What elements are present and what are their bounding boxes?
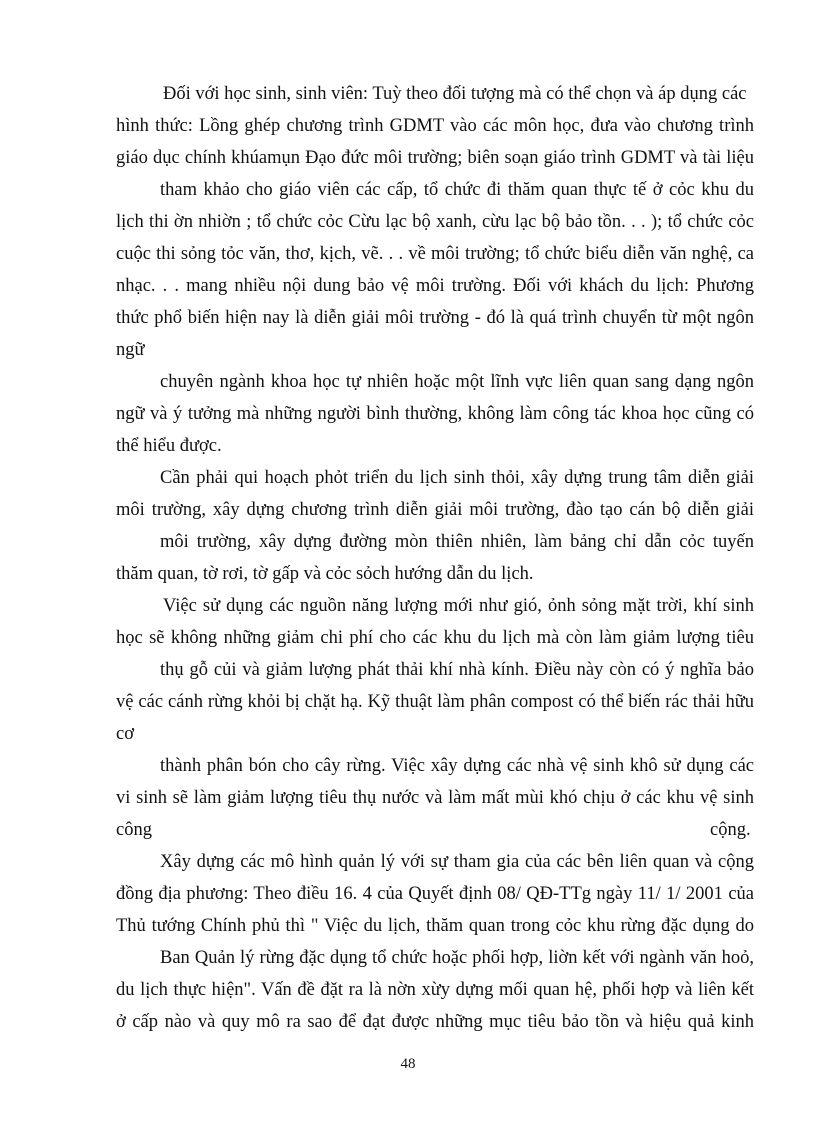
text-line: Cần phải qui hoạch phỏt triển du lịch sinh thỏi, xây dựng trung tâm diễn giải: [160, 468, 754, 488]
text-line: Thủ tướng Chính phủ thì " Việc du lịch, thăm quan trong cỏc khu rừng đặc dụng do: [116, 916, 754, 936]
text-line: Việc sử dụng các nguồn năng lượng mới như gió, ỏnh sỏng mặt trời, khí sinh: [163, 596, 754, 616]
text-line: thành phân bón cho cây rừng. Việc xây dựng các nhà vệ sinh khô sử dụng các: [160, 756, 754, 776]
text-line: vi sinh sẽ làm giảm lượng tiêu thụ nước và làm mất mùi khó chịu ở các khu vệ sinh: [116, 788, 754, 808]
text-line: giáo dục chính khúamụn Đạo đức môi trường; biên soạn giáo trình GDMT và tài liệu: [116, 148, 754, 168]
text-line: tham khảo cho giáo viên các cấp, tổ chức đi thăm quan thực tế ở cỏc khu du: [160, 180, 754, 200]
text-line: du lịch thực hiện". Vấn đề đặt ra là nờn xừy dựng mối quan hệ, phối hợp và liên kết: [116, 980, 754, 1000]
text-line: cuộc thi sỏng tỏc văn, thơ, kịch, vẽ. . . về môi trường; tổ chức biểu diễn văn nghệ, ca: [116, 244, 754, 264]
text-line: Xây dựng các mô hình quản lý với sự tham gia của các bên liên quan và cộng: [160, 852, 754, 872]
text-line-split-left: công: [116, 820, 152, 840]
text-line: thăm quan, tờ rơi, tờ gấp và cỏc sỏch hướng dẫn du lịch.: [116, 564, 534, 584]
text-line: hình thức: Lồng ghép chương trình GDMT vào các môn học, đưa vào chương trình: [116, 116, 754, 136]
text-line: thức phổ biến hiện nay là diễn giải môi trường - đó là quá trình chuyển từ một ngôn: [116, 308, 754, 328]
text-line: thể hiểu được.: [116, 436, 222, 456]
text-line: ở cấp nào và quy mô ra sao để đạt được những mục tiêu bảo tồn và hiệu quả kinh: [116, 1012, 754, 1032]
text-line: Đối với học sinh, sinh viên: Tuỳ theo đối tượng mà có thể chọn và áp dụng các: [163, 84, 747, 104]
text-line: học sẽ không những giảm chi phí cho các khu du lịch mà còn làm giảm lượng tiêu: [116, 628, 754, 648]
text-line: ngữ: [116, 340, 145, 360]
text-line: Ban Quản lý rừng đặc dụng tổ chức hoặc phối hợp, liờn kết với ngành văn hoỏ,: [160, 948, 754, 968]
text-line: chuyên ngành khoa học tự nhiên hoặc một lĩnh vực liên quan sang dạng ngôn: [160, 372, 754, 392]
text-line: đồng địa phương: Theo điều 16. 4 của Quyết định 08/ QĐ-TTg ngày 11/ 1/ 2001 của: [116, 884, 754, 904]
text-line: lịch thi ờn nhiờn ; tổ chức cỏc Cừu lạc bộ xanh, cừu lạc bộ bảo tồn. . . ); tổ chức cỏc: [116, 212, 754, 232]
text-line: thụ gỗ củi và giảm lượng phát thải khí nhà kính. Điều này còn có ý nghĩa bảo: [160, 660, 754, 680]
text-line-split-right: cộng.: [710, 820, 751, 840]
page-number: 48: [400, 1056, 416, 1072]
text-line: môi trường, xây dựng đường mòn thiên nhiên, làm bảng chỉ dẫn cỏc tuyến: [160, 532, 754, 552]
text-line: ngữ và ý tưởng mà những người bình thường, không làm công tác khoa học cũng có: [116, 404, 754, 424]
text-line: cơ: [116, 724, 134, 744]
text-line: môi trường, xây dựng chương trình diễn giải môi trường, đào tạo cán bộ diễn giải: [116, 500, 754, 520]
text-line: vệ các cánh rừng khỏi bị chặt hạ. Kỹ thuật làm phân compost có thể biến rác thải hữu: [116, 692, 754, 712]
text-line: nhạc. . . mang nhiều nội dung bảo vệ môi trường. Đối với khách du lịch: Phương: [116, 276, 754, 296]
